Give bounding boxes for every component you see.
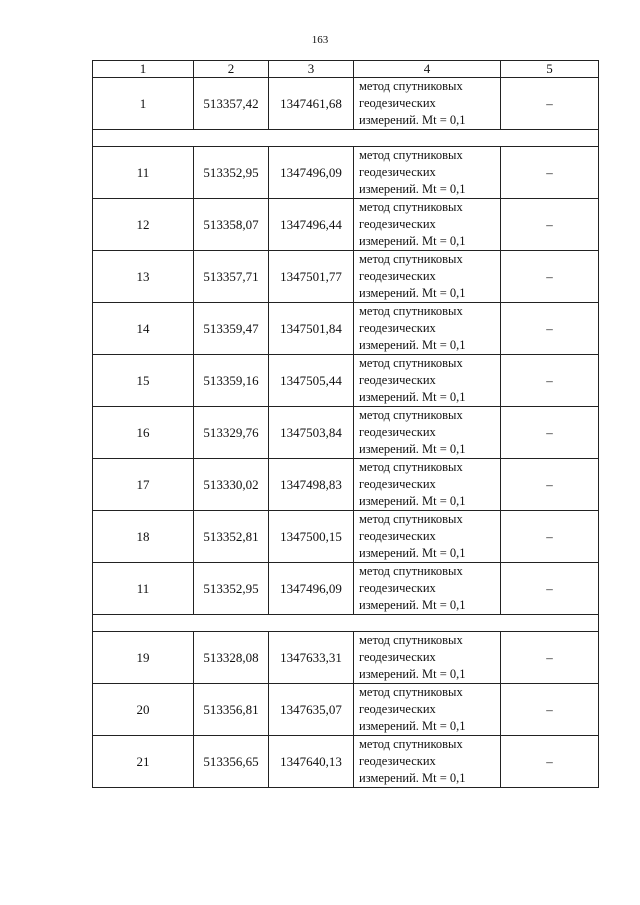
method-line: геодезических [359,581,436,595]
note-cell: – [501,632,599,684]
x-coordinate-cell: 513352,81 [194,511,269,563]
column-header-1: 1 [93,61,194,78]
method-line: геодезических [359,650,436,664]
method-line: измерений. Mt = 0,1 [359,113,466,127]
method-line: метод спутниковых [359,633,463,647]
y-coordinate-cell: 1347496,09 [269,147,354,199]
method-line: метод спутниковых [359,304,463,318]
y-coordinate-cell: 1347461,68 [269,78,354,130]
point-number-cell: 18 [93,511,194,563]
method-cell [354,684,501,736]
method-cell [354,355,501,407]
note-cell: – [501,355,599,407]
point-number-cell: 13 [93,251,194,303]
y-coordinate-cell: 1347496,44 [269,199,354,251]
point-number-cell: 21 [93,736,194,788]
y-coordinate-cell: 1347496,09 [269,563,354,615]
column-header-2: 2 [194,61,269,78]
method-line: метод спутниковых [359,148,463,162]
coordinates-table [92,60,599,788]
table-body [93,78,599,788]
page-number: 163 [311,34,329,46]
method-line: измерений. Mt = 0,1 [359,546,466,560]
point-number-cell: 1 [93,78,194,130]
method-cell [354,407,501,459]
method-cell [354,459,501,511]
table-row [93,251,599,303]
table-row [93,147,599,199]
table-row [93,78,599,130]
method-line: измерений. Mt = 0,1 [359,182,466,196]
method-line: измерений. Mt = 0,1 [359,667,466,681]
table-row [93,632,599,684]
point-number-cell: 19 [93,632,194,684]
x-coordinate-cell: 513359,47 [194,303,269,355]
method-line: геодезических [359,754,436,768]
method-line: измерений. Mt = 0,1 [359,719,466,733]
point-number-cell: 15 [93,355,194,407]
table-row [93,563,599,615]
table-row [93,736,599,788]
table-row [93,459,599,511]
method-line: измерений. Mt = 0,1 [359,234,466,248]
method-line: метод спутниковых [359,737,463,751]
point-number-cell: 11 [93,563,194,615]
table-row [93,684,599,736]
method-line: метод спутниковых [359,460,463,474]
method-line: геодезических [359,165,436,179]
table-row [93,199,599,251]
method-line: геодезических [359,373,436,387]
table-row [93,303,599,355]
method-line: измерений. Mt = 0,1 [359,494,466,508]
method-cell [354,251,501,303]
method-line: измерений. Mt = 0,1 [359,442,466,456]
note-cell: – [501,511,599,563]
method-line: измерений. Mt = 0,1 [359,286,466,300]
y-coordinate-cell: 1347500,15 [269,511,354,563]
x-coordinate-cell: 513357,71 [194,251,269,303]
note-cell: – [501,684,599,736]
x-coordinate-cell: 513330,02 [194,459,269,511]
method-cell [354,511,501,563]
column-header-4: 4 [354,61,501,78]
note-cell: – [501,78,599,130]
y-coordinate-cell: 1347505,44 [269,355,354,407]
x-coordinate-cell: 513356,65 [194,736,269,788]
method-line: измерений. Mt = 0,1 [359,771,466,785]
y-coordinate-cell: 1347503,84 [269,407,354,459]
method-line: метод спутниковых [359,408,463,422]
point-number-cell: 16 [93,407,194,459]
method-line: измерений. Mt = 0,1 [359,338,466,352]
point-number-cell: 11 [93,147,194,199]
point-number-cell: 12 [93,199,194,251]
table-row [93,355,599,407]
group-separator-row [93,130,599,147]
note-cell: – [501,147,599,199]
note-cell: – [501,563,599,615]
method-cell [354,199,501,251]
method-line: геодезических [359,269,436,283]
method-line: геодезических [359,217,436,231]
column-header-3: 3 [269,61,354,78]
x-coordinate-cell: 513357,42 [194,78,269,130]
point-number-cell: 20 [93,684,194,736]
group-separator-row [93,615,599,632]
method-cell [354,303,501,355]
note-cell: – [501,736,599,788]
y-coordinate-cell: 1347635,07 [269,684,354,736]
table-header-row [93,61,599,78]
x-coordinate-cell: 513356,81 [194,684,269,736]
method-line: геодезических [359,96,436,110]
note-cell: – [501,199,599,251]
point-number-cell: 17 [93,459,194,511]
x-coordinate-cell: 513359,16 [194,355,269,407]
method-line: геодезических [359,529,436,543]
method-line: метод спутниковых [359,356,463,370]
y-coordinate-cell: 1347640,13 [269,736,354,788]
method-line: геодезических [359,321,436,335]
method-line: метод спутниковых [359,79,463,93]
method-line: геодезических [359,425,436,439]
method-line: измерений. Mt = 0,1 [359,390,466,404]
group-separator-cell [93,130,599,147]
method-line: метод спутниковых [359,512,463,526]
method-line: метод спутниковых [359,252,463,266]
table-row [93,511,599,563]
method-cell [354,78,501,130]
y-coordinate-cell: 1347501,84 [269,303,354,355]
method-line: измерений. Mt = 0,1 [359,598,466,612]
method-cell [354,632,501,684]
method-line: метод спутниковых [359,685,463,699]
x-coordinate-cell: 513358,07 [194,199,269,251]
method-line: метод спутниковых [359,564,463,578]
x-coordinate-cell: 513352,95 [194,147,269,199]
y-coordinate-cell: 1347498,83 [269,459,354,511]
point-number-cell: 14 [93,303,194,355]
y-coordinate-cell: 1347633,31 [269,632,354,684]
method-cell [354,147,501,199]
table-row [93,407,599,459]
x-coordinate-cell: 513329,76 [194,407,269,459]
x-coordinate-cell: 513328,08 [194,632,269,684]
method-cell [354,563,501,615]
group-separator-cell [93,615,599,632]
method-line: геодезических [359,702,436,716]
note-cell: – [501,459,599,511]
column-header-5: 5 [501,61,599,78]
note-cell: – [501,407,599,459]
method-line: метод спутниковых [359,200,463,214]
method-cell [354,736,501,788]
note-cell: – [501,303,599,355]
method-line: геодезических [359,477,436,491]
x-coordinate-cell: 513352,95 [194,563,269,615]
note-cell: – [501,251,599,303]
y-coordinate-cell: 1347501,77 [269,251,354,303]
